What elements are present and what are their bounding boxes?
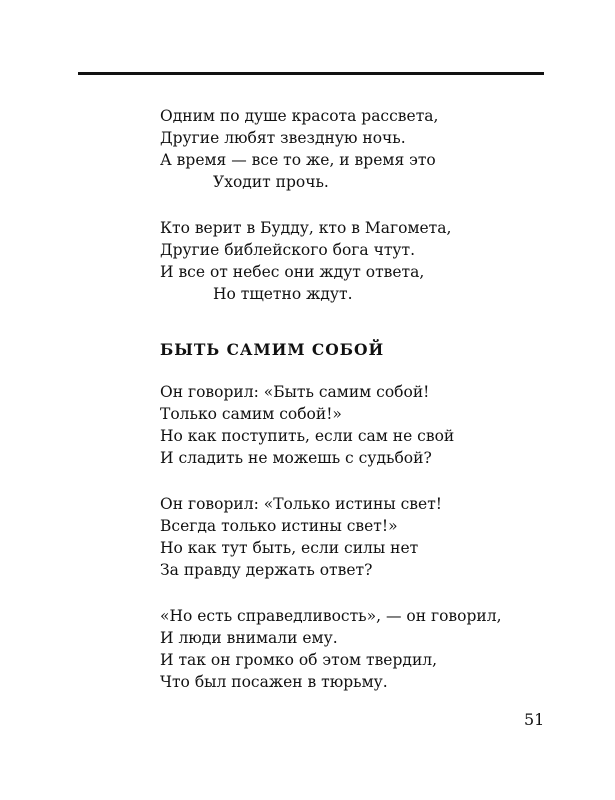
poem-line: Уходит прочь. xyxy=(213,173,329,191)
poem-line: Но как тут быть, если силы нет xyxy=(160,539,419,557)
poem-line: Что был посажен в тюрьму. xyxy=(160,673,388,691)
poem-line: И люди внимали ему. xyxy=(160,629,338,647)
poem-title: БЫТЬ САМИМ СОБОЙ xyxy=(160,340,385,359)
poem-line: И все от небес они ждут ответа, xyxy=(160,263,425,281)
poem-line: За правду держать ответ? xyxy=(160,561,373,579)
page-number: 51 xyxy=(524,710,545,729)
poem-line: Одним по душе красота рассвета, xyxy=(160,107,439,125)
poem-line: И так он громко об этом твердил, xyxy=(160,651,438,669)
poem-line: Он говорил: «Быть самим собой! xyxy=(160,383,430,401)
poem-line: Но как поступить, если сам не свой xyxy=(160,427,455,445)
poem-line: Кто верит в Будду, кто в Магомета, xyxy=(160,219,452,237)
poem-line: «Но есть справедливость», — он говорил, xyxy=(160,607,502,625)
poem-line: Другие библейского бога чтут. xyxy=(160,241,416,259)
poem-line: Он говорил: «Только истины свет! xyxy=(160,495,443,513)
poem-line: Всегда только истины свет!» xyxy=(160,517,398,535)
poem-line: Но тщетно ждут. xyxy=(213,285,353,303)
top-rule xyxy=(78,72,544,75)
poem-line: Другие любят звездную ночь. xyxy=(160,129,406,147)
poem-line: А время — все то же, и время это xyxy=(160,151,436,169)
poem-line: И сладить не можешь с судьбой? xyxy=(160,449,432,467)
poem-line: Только самим собой!» xyxy=(160,405,342,423)
